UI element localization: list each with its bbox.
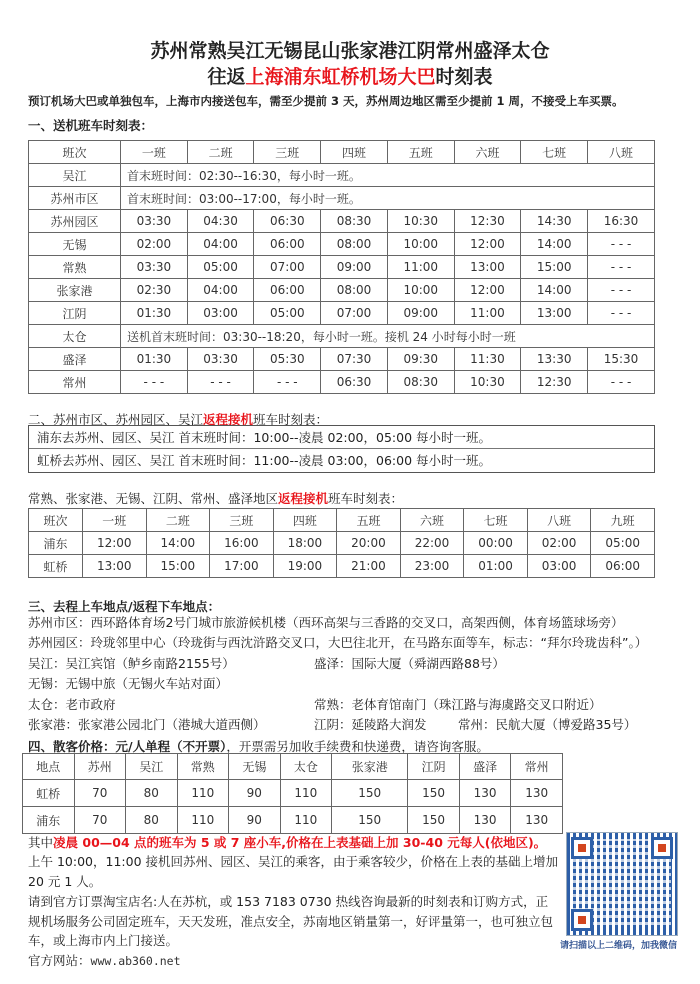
time-cell: 23:00 <box>400 555 464 578</box>
time-cell: 01:30 <box>121 348 188 371</box>
time-cell: 09:00 <box>321 256 388 279</box>
time-cell: 19:00 <box>273 555 337 578</box>
time-cell: 15:00 <box>521 256 588 279</box>
header-cell: 盛泽 <box>459 754 511 780</box>
header-cell: 江阴 <box>408 754 460 780</box>
time-cell: 08:30 <box>387 371 454 394</box>
table-row <box>23 807 563 834</box>
return-schedule-table <box>28 508 655 578</box>
time-cell: 11:00 <box>387 256 454 279</box>
booking-notice: 预订机场大巴或单独包车，上海市内接送包车，需至少提前 3 天，苏州周边地区需至少提前 1 周，不接受上车买票。 <box>28 94 624 108</box>
qr-finder <box>571 909 593 931</box>
time-cell: 17:00 <box>210 555 274 578</box>
pickup-changshu: 常熟：老体育馆南门（珠江路与海虞路交叉口附近） <box>314 697 602 712</box>
time-cell: 18:00 <box>273 532 337 555</box>
header-cell: 太仓 <box>280 754 332 780</box>
night-price-note <box>28 833 588 853</box>
header-cell: 吴江 <box>126 754 178 780</box>
pudong-return-line: 浦东去苏州、园区、吴江 首末班时间：10:00--凌晨 02:00，05:00 每小时一班。 <box>29 426 654 449</box>
header-cell: 一班 <box>83 509 147 532</box>
time-cell: 05:00 <box>187 256 254 279</box>
heading-highlight: 返程接机 <box>278 491 329 506</box>
pickup-zhangjiagang: 张家港：张家港公园北门（港城大道西侧） <box>28 717 266 732</box>
pickup-park: 苏州园区：玲珑邻里中心（玲珑街与西沈浒路交叉口，大巴往北开，在马路东面等车，标志：“拜尔玲珑齿科”。） <box>28 635 648 650</box>
time-cell: 06:00 <box>254 233 321 256</box>
qr-finder <box>571 837 593 859</box>
morning-price-note: 上午 10:00，11:00 接机回苏州、园区、吴江的乘客，由于乘客较少，价格在上表的基础上增加 20 元 1 人。 <box>28 854 558 889</box>
table-row <box>29 279 655 302</box>
city-cell: 盛泽 <box>29 348 121 371</box>
header-cell: 地点 <box>23 754 75 780</box>
time-cell: - - - <box>588 371 655 394</box>
pickup-wujiang: 吴江：吴江宾馆（鲈乡南路2155号） <box>28 656 235 671</box>
time-cell: 02:00 <box>527 532 591 555</box>
price-cell: 110 <box>177 780 229 807</box>
time-cell: 07:30 <box>321 348 388 371</box>
heading-text: 常熟、张家港、无锡、江阴、常州、盛泽地区 <box>28 491 279 506</box>
title-line2 <box>0 62 700 89</box>
schedule-note: 送机首末班时间：03:30--18:20，每小时一班。接机 24 小时每小时一班 <box>121 325 655 348</box>
city-cell: 太仓 <box>29 325 121 348</box>
price-cell: 130 <box>459 780 511 807</box>
qr-caption: 请扫描以上二维码，加我微信 <box>560 941 678 951</box>
time-cell: 10:30 <box>387 210 454 233</box>
time-cell: 07:00 <box>254 256 321 279</box>
time-cell: 13:00 <box>521 302 588 325</box>
airport-cell: 浦东 <box>23 807 75 834</box>
header-cell: 七班 <box>521 141 588 164</box>
airport-cell: 虹桥 <box>23 780 75 807</box>
header-cell: 二班 <box>187 141 254 164</box>
time-cell: 10:00 <box>387 279 454 302</box>
time-cell: 16:00 <box>210 532 274 555</box>
time-cell: 07:00 <box>321 302 388 325</box>
time-cell: 06:30 <box>321 371 388 394</box>
header-cell: 五班 <box>337 509 401 532</box>
schedule-note: 首末班时间：03:00--17:00，每小时一班。 <box>121 187 655 210</box>
time-cell: 10:00 <box>387 233 454 256</box>
section3-heading: 三、去程上车地点/返程下车地点： <box>28 599 221 614</box>
time-cell: 05:00 <box>254 302 321 325</box>
header-cell: 常州 <box>511 754 563 780</box>
time-cell: 08:00 <box>321 233 388 256</box>
table-row <box>29 555 655 578</box>
city-cell: 常熟 <box>29 256 121 279</box>
time-cell: - - - <box>588 256 655 279</box>
time-cell: 03:30 <box>121 210 188 233</box>
table-row <box>29 256 655 279</box>
time-cell: - - - <box>121 371 188 394</box>
time-cell: 08:00 <box>321 279 388 302</box>
heading-highlight: 返程接机 <box>203 412 254 427</box>
table-row <box>29 371 655 394</box>
time-cell: 12:30 <box>521 371 588 394</box>
return-schedule-box <box>28 425 655 473</box>
city-cell: 无锡 <box>29 233 121 256</box>
contact-info: 请到官方订票淘宝店名:人在苏杭，或 153 7183 0730 热线咨询最新的时刻表和订购方式，正规机场服务公司固定班车，天天发班，准点安全，苏南地区销量第一，好评量第一，也可独立包车，或上海市内上门接送。 <box>28 894 554 948</box>
time-cell: 04:00 <box>187 233 254 256</box>
pickup-shengze: 盛泽：国际大厦（舜湖西路88号） <box>314 656 505 671</box>
price-cell: 130 <box>459 807 511 834</box>
qr-finder <box>651 837 673 859</box>
time-cell: 14:00 <box>521 279 588 302</box>
city-cell: 常州 <box>29 371 121 394</box>
heading-text: 班车时刻表： <box>328 491 404 506</box>
time-cell: 16:30 <box>588 210 655 233</box>
price-table <box>22 753 563 834</box>
time-cell: 04:00 <box>187 279 254 302</box>
city-cell: 吴江 <box>29 164 121 187</box>
heading-text: 班车时刻表： <box>253 412 329 427</box>
time-cell: 03:30 <box>187 348 254 371</box>
time-cell: 03:30 <box>121 256 188 279</box>
header-cell: 六班 <box>400 509 464 532</box>
table-row <box>23 780 563 807</box>
time-cell: 04:30 <box>187 210 254 233</box>
time-cell: 15:00 <box>146 555 210 578</box>
pickup-taicang: 太仓：老市政府 <box>28 697 116 712</box>
price-cell: 110 <box>177 807 229 834</box>
header-cell: 一班 <box>121 141 188 164</box>
time-cell: 06:30 <box>254 210 321 233</box>
header-cell: 苏州 <box>74 754 126 780</box>
note-text: 其中 <box>28 835 54 850</box>
heading-text: 二、苏州市区、苏州园区、吴江 <box>28 412 204 427</box>
time-cell: 01:30 <box>121 302 188 325</box>
website-label: 官方网站： <box>28 953 91 968</box>
website-line <box>28 951 558 972</box>
header-cell: 张家港 <box>332 754 408 780</box>
title-prefix: 往返 <box>207 66 246 88</box>
time-cell: 02:30 <box>121 279 188 302</box>
time-cell: - - - <box>254 371 321 394</box>
airport-cell: 浦东 <box>29 532 83 555</box>
schedule-note: 首末班时间：02:30--16:30，每小时一班。 <box>121 164 655 187</box>
price-cell: 110 <box>280 780 332 807</box>
header-cell: 班次 <box>29 509 83 532</box>
pickup-wuxi: 无锡：无锡中旅（无锡火车站对面） <box>28 676 229 691</box>
table-header-row <box>23 754 563 780</box>
time-cell: 22:00 <box>400 532 464 555</box>
header-cell: 三班 <box>210 509 274 532</box>
table-header-row <box>29 141 655 164</box>
time-cell: 08:30 <box>321 210 388 233</box>
time-cell: 13:00 <box>83 555 147 578</box>
section1-heading: 一、送机班车时刻表： <box>28 118 154 133</box>
pickup-jiangyin: 江阴：延陵路大润发 <box>314 717 427 732</box>
time-cell: 14:00 <box>521 233 588 256</box>
time-cell: 14:00 <box>146 532 210 555</box>
price-cell: 150 <box>408 780 460 807</box>
header-cell: 三班 <box>254 141 321 164</box>
time-cell: 15:30 <box>588 348 655 371</box>
price-cell: 70 <box>74 780 126 807</box>
time-cell: 10:30 <box>454 371 521 394</box>
header-cell: 二班 <box>146 509 210 532</box>
time-cell: - - - <box>588 279 655 302</box>
time-cell: 13:00 <box>454 256 521 279</box>
pickup-changzhou: 常州：民航大厦（博爱路35号） <box>458 717 637 732</box>
time-cell: - - - <box>187 371 254 394</box>
price-cell: 110 <box>280 807 332 834</box>
table-header-row <box>29 509 655 532</box>
time-cell: 12:00 <box>454 279 521 302</box>
header-cell: 九班 <box>591 509 655 532</box>
time-cell: 03:00 <box>527 555 591 578</box>
time-cell: 12:30 <box>454 210 521 233</box>
price-cell: 80 <box>126 807 178 834</box>
header-cell: 四班 <box>321 141 388 164</box>
time-cell: 11:30 <box>454 348 521 371</box>
time-cell: 20:00 <box>337 532 401 555</box>
header-cell: 六班 <box>454 141 521 164</box>
price-cell: 130 <box>511 780 563 807</box>
header-cell: 八班 <box>588 141 655 164</box>
price-cell: 150 <box>408 807 460 834</box>
price-cell: 130 <box>511 807 563 834</box>
time-cell: - - - <box>588 233 655 256</box>
title-line1: 苏州常熟吴江无锡昆山张家港江阴常州盛泽太仓 <box>150 40 550 62</box>
city-cell: 张家港 <box>29 279 121 302</box>
heading-text: 四、散客价格：元/人单程（不开票） <box>28 739 227 754</box>
time-cell: 05:00 <box>591 532 655 555</box>
title-suffix: 时刻表 <box>435 66 493 88</box>
header-cell: 班次 <box>29 141 121 164</box>
header-cell: 常熟 <box>177 754 229 780</box>
table-row <box>29 164 655 187</box>
time-cell: 02:00 <box>121 233 188 256</box>
departure-schedule-table <box>28 140 655 394</box>
table-row <box>29 302 655 325</box>
time-cell: 01:00 <box>464 555 528 578</box>
header-cell: 无锡 <box>229 754 281 780</box>
table-row <box>29 348 655 371</box>
price-cell: 90 <box>229 780 281 807</box>
website-link[interactable]: www.ab360.net <box>90 954 181 968</box>
time-cell: 12:00 <box>83 532 147 555</box>
time-cell: 09:30 <box>387 348 454 371</box>
price-cell: 70 <box>74 807 126 834</box>
price-cell: 90 <box>229 807 281 834</box>
hongqiao-return-line: 虹桥去苏州、园区、吴江 首末班时间：11:00--凌晨 03:00，06:00 每小时一班。 <box>37 453 492 468</box>
time-cell: 14:30 <box>521 210 588 233</box>
price-cell: 150 <box>332 807 408 834</box>
table-row <box>29 187 655 210</box>
time-cell: 09:00 <box>387 302 454 325</box>
time-cell: 06:00 <box>591 555 655 578</box>
table-row <box>29 532 655 555</box>
time-cell: 11:00 <box>454 302 521 325</box>
time-cell: 05:30 <box>254 348 321 371</box>
time-cell: 00:00 <box>464 532 528 555</box>
table-row <box>29 233 655 256</box>
pickup-suzhou: 苏州市区：西环路体育场2号门城市旅游候机楼（西环高架与三香路的交叉口，高架西侧，体育场篮球场旁） <box>28 615 624 630</box>
heading-text: ，开票需另加收手续费和快递费，请咨询客服。 <box>226 739 489 754</box>
time-cell: - - - <box>588 302 655 325</box>
city-cell: 苏州园区 <box>29 210 121 233</box>
city-cell: 苏州市区 <box>29 187 121 210</box>
header-cell: 八班 <box>527 509 591 532</box>
price-cell: 80 <box>126 780 178 807</box>
time-cell: 03:00 <box>187 302 254 325</box>
table-row <box>29 325 655 348</box>
section2b-heading <box>28 489 403 507</box>
qr-code-icon[interactable] <box>566 832 678 936</box>
header-cell: 五班 <box>387 141 454 164</box>
note-highlight: 凌晨 00—04 点的班车为 5 或 7 座小车,价格在上表基础上加 30-40 元每人(依地区)。 <box>53 835 547 850</box>
airport-cell: 虹桥 <box>29 555 83 578</box>
header-cell: 七班 <box>464 509 528 532</box>
table-row <box>29 210 655 233</box>
time-cell: 12:00 <box>454 233 521 256</box>
time-cell: 13:30 <box>521 348 588 371</box>
price-cell: 150 <box>332 780 408 807</box>
title-highlight: 上海浦东虹桥机场大巴 <box>245 66 436 88</box>
header-cell: 四班 <box>273 509 337 532</box>
time-cell: 21:00 <box>337 555 401 578</box>
city-cell: 江阴 <box>29 302 121 325</box>
time-cell: 06:00 <box>254 279 321 302</box>
